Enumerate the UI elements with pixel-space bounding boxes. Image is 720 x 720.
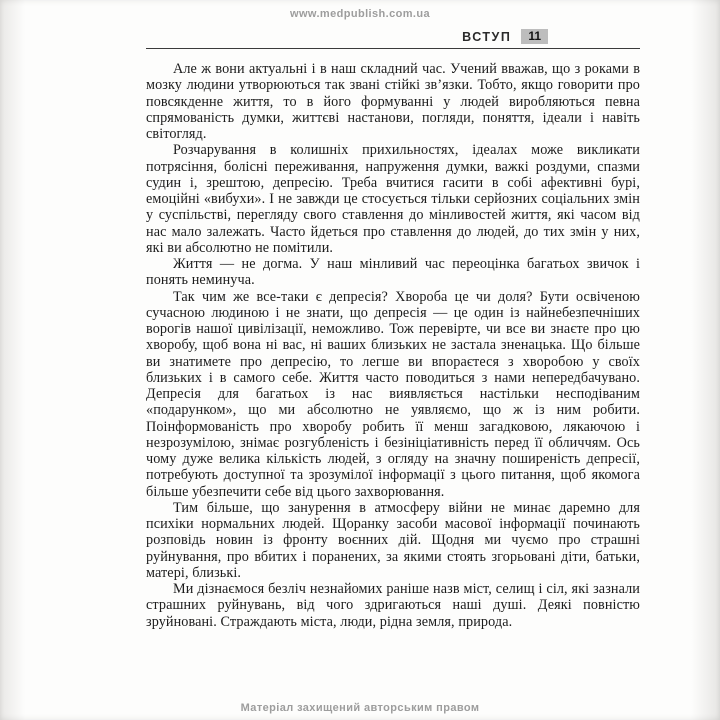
- page-header: [146, 28, 640, 45]
- paragraph: Розчарування в колишніх прихильностях, ідеалах може викликати потрясіння, болісні переживання, напруження думки, важкі роздуми, спазми судин і, зрештою, депресію. Треба вчитися гасити в собі афективні бурі, емоційні «вибухи». І не завжди це стосується тільки серйозних соціальних змін у суспільстві, перегляду свого ставлення до мінливостей життя, які часом від нас мало залежать. Часто йдеться про ставлення до людей, до тих змін у них, які ви абсолютно не помітили.: [146, 142, 640, 256]
- paragraph: Ми дізнаємося безліч незнайомих раніше назв міст, селищ і сіл, які зазнали страшних руйнувань, від чого здригаються наші душі. Деякі повністю зруйновані. Страждають міста, люди, рідна земля, природа.: [146, 581, 640, 630]
- header-rule: [146, 48, 640, 49]
- paragraph: Так чим же все-таки є депресія? Хвороба це чи доля? Бути освіченою сучасною людиною і не знати, що депресія — це один із найнебезпечніших ворогів нашої цивілізації, неможливо. Тож перевірте, чи все ви знаєте про цю хворобу, щоб вона ні вас, ні ваших близьких не застала зненацька. Що більше ви знатимете про депресію, то легше ви впораєтеся з хворобою у своїх близьких і в самого себе. Життя часто поводиться з нами непередбачувано. Депресія для багатьох із нас виявляється настільки несподіваним «подарунком», що ми абсолютно не уявляємо, що ж із ним робити. Поінформованість про хворобу робить її менш загадковою, лякаючою і незрозумілою, знімає розгубленість і безініціативність перед її обличчям. Ось чому дуже велика кількість людей, з огляду на значну поширеність депресії, потребують доступної та зрозумілої інформації з цього питання, щоб якомога більше убезпечити себе від цього захворювання.: [146, 288, 640, 500]
- copyright-watermark-bottom: Матеріал захищений авторським правом: [240, 702, 480, 714]
- publisher-watermark-top: www.medpublish.com.ua: [289, 8, 430, 20]
- body-text: [146, 61, 640, 630]
- page-content: [146, 28, 640, 630]
- paragraph: Життя — не догма. У наш мінливий час переоцінка багатьох звичок і понять неминуча.: [146, 256, 640, 289]
- section-title: ВСТУП: [462, 29, 512, 44]
- paragraph: Тим більше, що занурення в атмосферу війни не минає даремно для психіки нормальних людей. Щоранку засоби масової інформації починають розповідь новин із фронту воєнних дій. Щодня ми чуємо про страшні руйнування, про вбитих і поранених, за якими стоять згорьовані діти, батьки, матері, близькі.: [146, 499, 640, 581]
- paragraph: Але ж вони актуальні і в наш складний час. Учений вважав, що з роками в мозку людини утворюються так звані стійкі зв’язки. Тобто, якщо говорити про повсякденне життя, то в його формуванні у людей виробляються певна спрямованість думки, життєві настанови, погляди, поняття, ідеали і навіть світогляд.: [146, 61, 640, 142]
- page-number-badge: 11: [521, 29, 548, 44]
